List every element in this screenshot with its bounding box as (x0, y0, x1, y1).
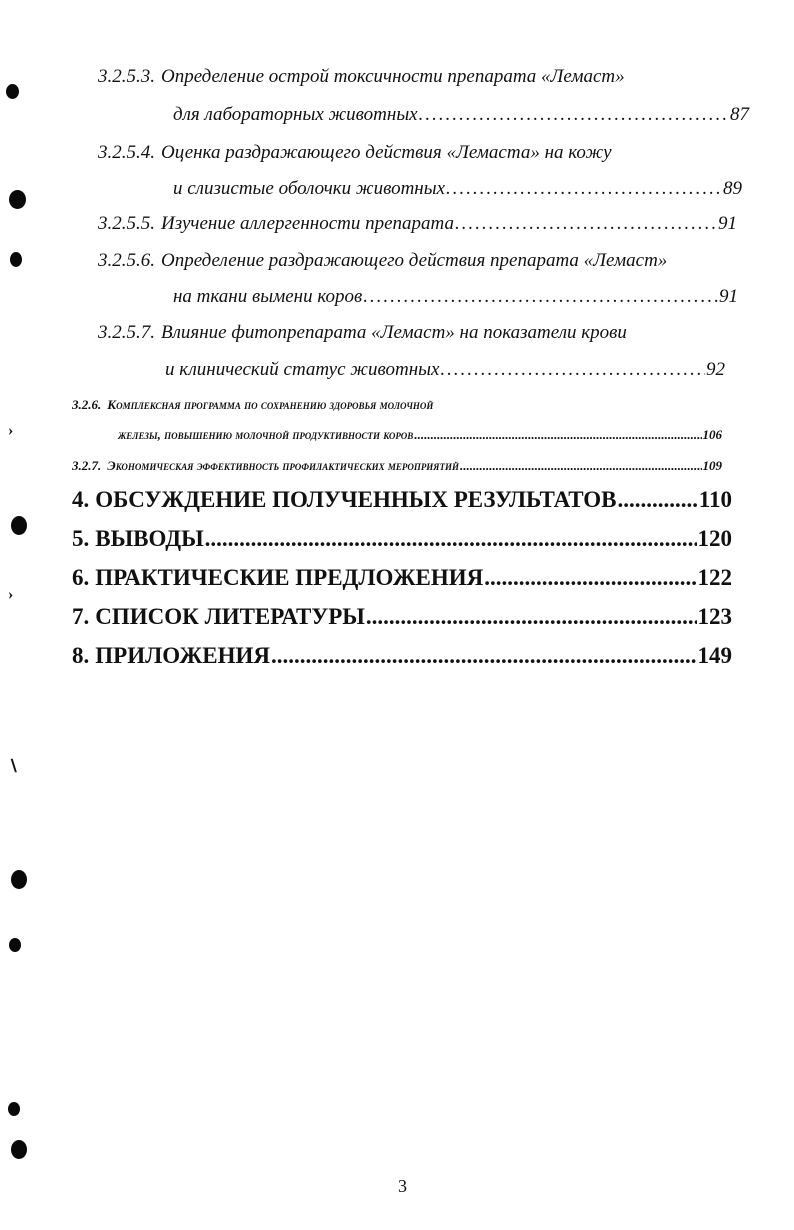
dot-leader (440, 359, 705, 381)
toc-entry (98, 66, 625, 88)
scan-artifact-mark: › (8, 422, 14, 439)
toc-entry-page: 91 (719, 286, 738, 307)
toc-chapter-page: 110 (698, 487, 732, 512)
toc-entry (72, 397, 433, 413)
dot-leader (419, 104, 729, 126)
toc-entry-page: 106 (702, 427, 722, 442)
toc-chapter (72, 643, 732, 669)
toc-entry-continuation (173, 178, 742, 200)
toc-chapter-number: 7. (72, 604, 90, 629)
toc-entry-page: 109 (702, 458, 722, 473)
toc-chapter-title: ПРАКТИЧЕСКИЕ ПРЕДЛОЖЕНИЯ (95, 565, 484, 590)
toc-entry-continuation (118, 427, 722, 443)
toc-entry-number: 3.2.5.7. (98, 322, 155, 343)
punch-hole-mark (8, 1102, 20, 1116)
toc-chapter-page: 122 (697, 565, 732, 590)
dot-leader (205, 526, 697, 552)
toc-chapter-title: ПРИЛОЖЕНИЯ (95, 643, 271, 668)
toc-chapter (72, 526, 732, 552)
scan-artifact-mark: › (8, 586, 14, 603)
toc-entry-title: железы, повышению молочной продуктивности коров (118, 427, 414, 442)
toc-entry-title: Оценка раздражающего действия «Лемаста» на кожу (161, 142, 612, 163)
toc-chapter-page: 123 (697, 604, 732, 629)
toc-chapter (72, 565, 732, 591)
toc-entry-page: 89 (723, 178, 742, 199)
dot-leader (414, 427, 701, 443)
toc-entry-title: Экономическая эффективность профилактических мероприятий (107, 458, 460, 473)
punch-hole-mark (9, 190, 26, 209)
toc-entry-continuation (173, 104, 749, 126)
toc-entry (98, 250, 667, 272)
toc-chapter-number: 5. (72, 526, 90, 551)
toc-entry-number: 3.2.5.6. (98, 250, 155, 271)
toc-entry-number: 3.2.5.3. (98, 66, 155, 87)
toc-entry-title: Определение раздражающего действия препарата «Лемаст» (161, 250, 668, 271)
toc-entry-page: 91 (718, 213, 737, 234)
toc-entry-continuation (173, 286, 738, 308)
toc-chapter-title: ОБСУЖДЕНИЕ ПОЛУЧЕННЫХ РЕЗУЛЬТАТОВ (95, 487, 617, 512)
toc-chapter-page: 149 (697, 643, 732, 668)
toc-entry (98, 322, 627, 344)
toc-chapter-number: 8. (72, 643, 90, 668)
toc-entry-number: 3.2.5.5. (98, 213, 155, 234)
toc-entry (98, 213, 737, 235)
dot-leader (363, 286, 718, 308)
toc-chapter-title: СПИСОК ЛИТЕРАТУРЫ (95, 604, 365, 629)
dot-leader (618, 487, 698, 513)
toc-chapter-title: ВЫВОДЫ (95, 526, 204, 551)
toc-entry-number: 3.2.5.4. (98, 142, 155, 163)
toc-entry-title: и клинический статус животных (165, 359, 440, 380)
toc-entry-title: Изучение аллергенности препарата (161, 213, 455, 234)
punch-hole-mark (9, 938, 21, 952)
toc-entry-title: на ткани вымени коров (173, 286, 363, 307)
toc-entry-title: Влияние фитопрепарата «Лемаст» на показатели крови (161, 322, 627, 343)
toc-entry-page: 92 (706, 359, 725, 380)
page-number: 3 (398, 1176, 407, 1196)
punch-hole-mark (11, 516, 27, 535)
punch-hole-mark (11, 870, 27, 889)
toc-entry (72, 458, 722, 474)
dot-leader (446, 178, 722, 200)
dot-leader (484, 565, 696, 591)
punch-hole-mark (11, 1140, 27, 1159)
scan-artifact-mark: ∖ (8, 758, 19, 775)
toc-entry-title: для лабораторных животных (173, 104, 418, 125)
dot-leader (366, 604, 697, 630)
toc-chapter (72, 487, 732, 513)
toc-chapter (72, 604, 732, 630)
toc-chapter-number: 6. (72, 565, 90, 590)
toc-entry (98, 142, 612, 164)
punch-hole-mark (6, 84, 19, 99)
toc-entry-title: и слизистые оболочки животных (173, 178, 446, 199)
dot-leader (460, 458, 701, 474)
toc-entry-title: Определение острой токсичности препарата «Лемаст» (161, 66, 625, 87)
toc-entry-title: Комплексная программа по сохранению здоровья молочной (107, 397, 434, 412)
toc-chapter-number: 4. (72, 487, 90, 512)
toc-entry-number: 3.2.6. (72, 397, 102, 412)
punch-hole-mark (10, 252, 22, 267)
toc-entry-page: 87 (730, 104, 749, 125)
dot-leader (455, 213, 717, 235)
toc-entry-continuation (165, 359, 725, 381)
dot-leader (271, 643, 696, 669)
toc-chapter-page: 120 (697, 526, 732, 551)
toc-entry-number: 3.2.7. (72, 458, 102, 473)
